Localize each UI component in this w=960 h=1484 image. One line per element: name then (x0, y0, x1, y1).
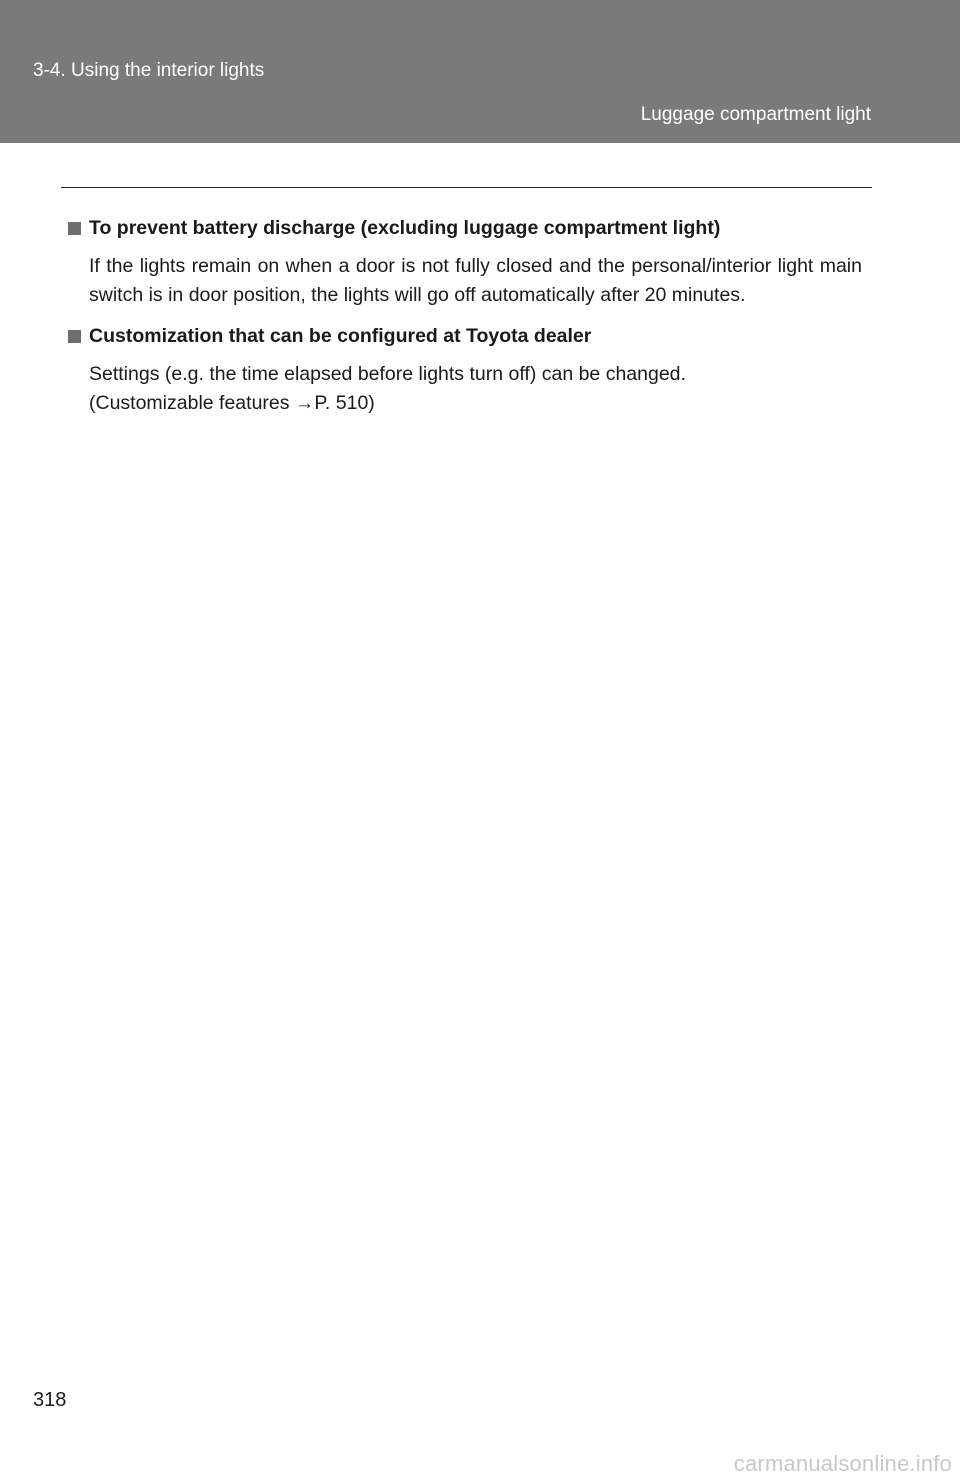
section-customization (68, 322, 862, 417)
page-number: 318 (33, 1389, 67, 1411)
chapter-topic-title: Luggage compartment light (640, 104, 871, 125)
square-bullet-icon (68, 222, 81, 235)
watermark-text: carmanualsonline.info (733, 1451, 952, 1476)
square-bullet-icon (68, 330, 81, 343)
content-divider (61, 187, 872, 188)
body-line-page-reference: (Customizable features →P. 510) (89, 391, 375, 414)
section-battery-discharge (68, 214, 862, 309)
section-body (89, 360, 862, 417)
section-heading-text: Customization that can be configured at Toyota dealer (89, 325, 592, 347)
chapter-section-title: 3-4. Using the interior lights (33, 60, 265, 81)
section-heading-text: To prevent battery discharge (excluding luggage compartment light) (89, 217, 721, 239)
section-body: If the lights remain on when a door is not fully closed and the personal/interior light main switch is in door position, the lights will go off automatically after 20 minutes. (89, 255, 862, 306)
section-heading (68, 214, 862, 242)
header-band (0, 0, 960, 143)
page-content (68, 214, 862, 430)
section-heading (68, 322, 862, 350)
body-line: Settings (e.g. the time elapsed before lights turn off) can be changed. (89, 363, 686, 385)
